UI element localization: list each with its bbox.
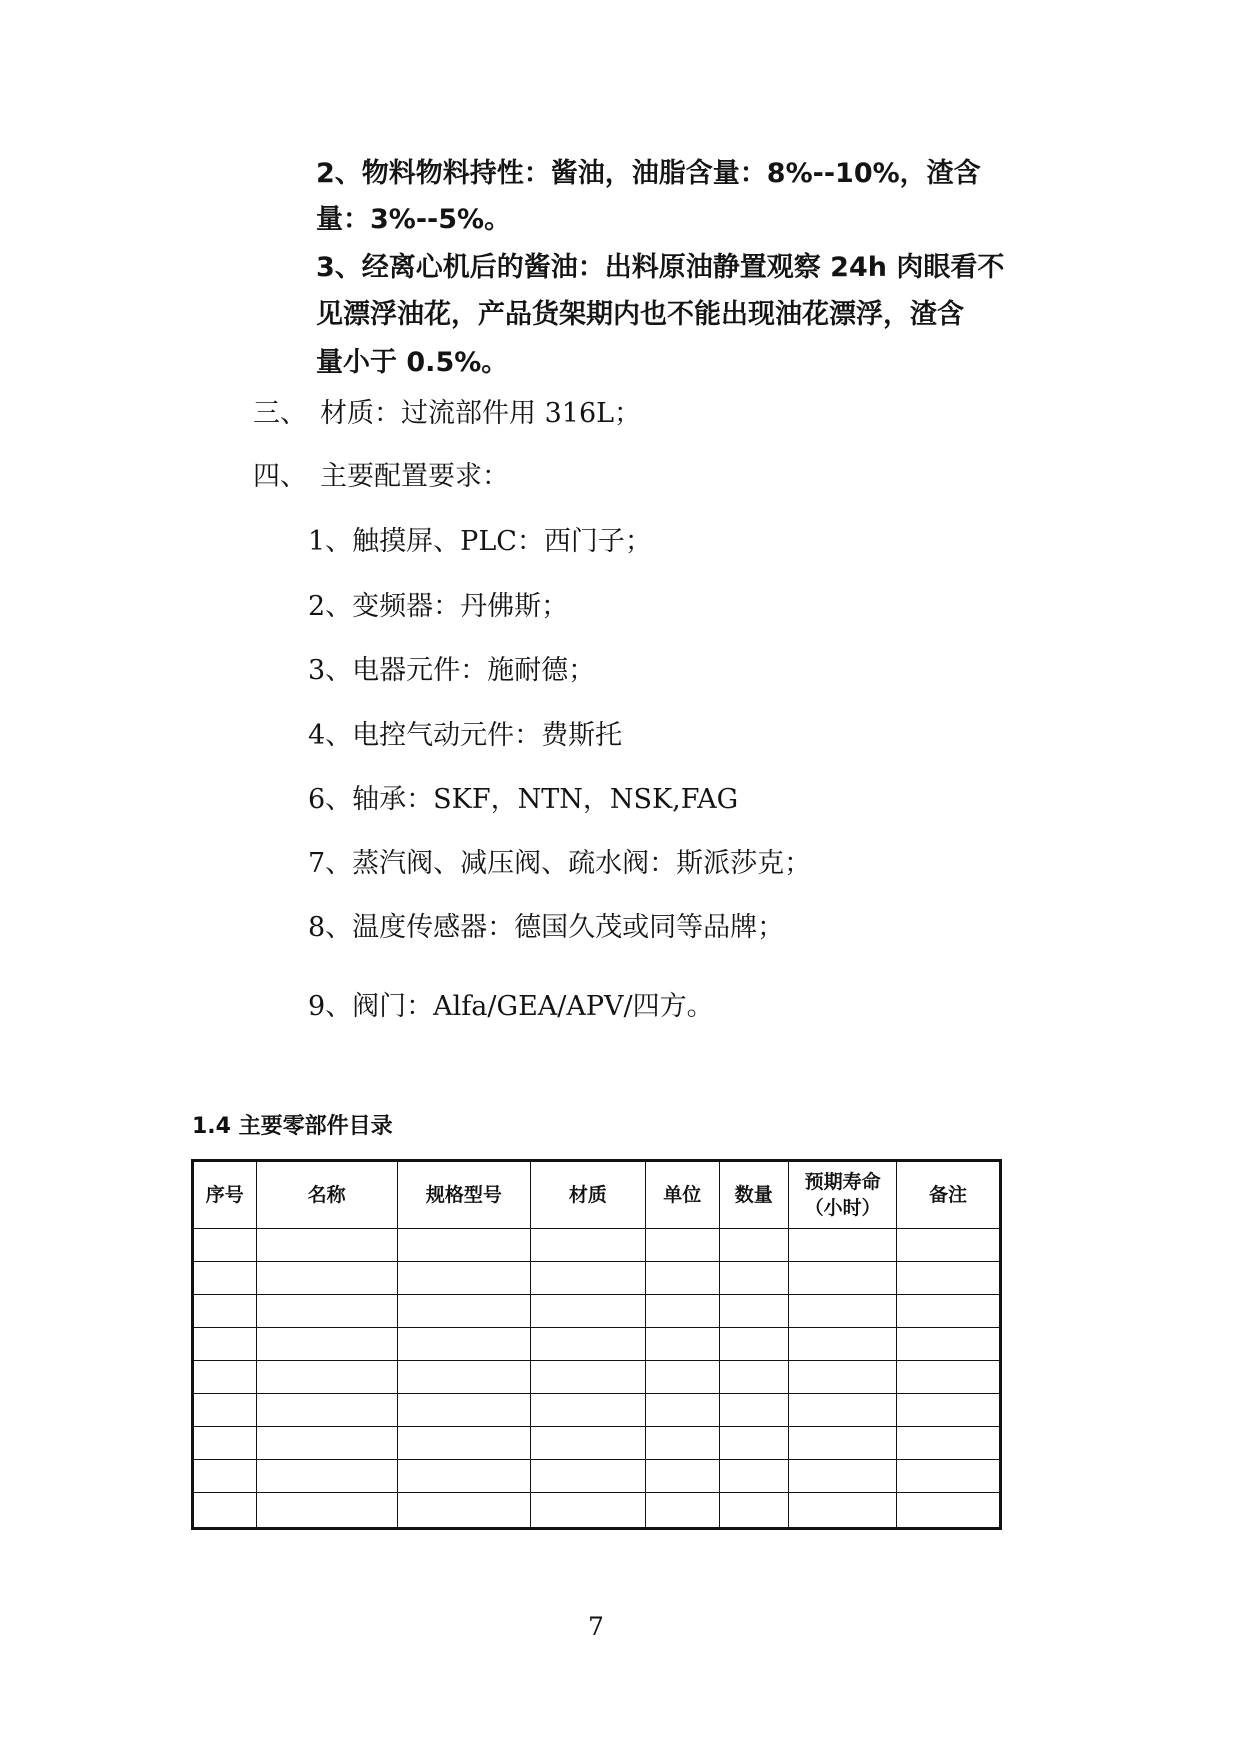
table-cell: [719, 1361, 789, 1394]
config-item: 8、温度传感器：德国久茂或同等品牌；: [308, 912, 785, 943]
page-number: 7: [588, 1612, 604, 1641]
table-cell: [789, 1460, 897, 1493]
config-item: 2、变频器：丹佛斯；: [308, 591, 569, 622]
table-cell: [256, 1262, 397, 1295]
header-expected-life-line1: 预期寿命: [804, 1171, 881, 1193]
table-cell: [645, 1328, 719, 1361]
header-quantity: 数量: [719, 1161, 789, 1229]
section4-heading: 主要配置要求：: [320, 461, 509, 492]
table-cell: [789, 1328, 897, 1361]
table-cell: [789, 1229, 897, 1262]
table-cell: [193, 1361, 257, 1394]
table-cell: [397, 1427, 530, 1460]
table-cell: [897, 1493, 1001, 1529]
table-row: [193, 1493, 1001, 1529]
table-cell: [193, 1262, 257, 1295]
section4-number: 四、: [253, 461, 307, 492]
table-row: [193, 1427, 1001, 1460]
table-cell: [897, 1328, 1001, 1361]
config-item: 4、电控气动元件：费斯托: [308, 720, 623, 751]
table-cell: [256, 1361, 397, 1394]
table-cell: [530, 1493, 645, 1529]
table-cell: [789, 1427, 897, 1460]
table-cell: [530, 1427, 645, 1460]
table-row: [193, 1262, 1001, 1295]
section3-text: 材质：过流部件用 316L；: [320, 398, 642, 429]
table-cell: [789, 1493, 897, 1529]
table-cell: [397, 1493, 530, 1529]
table-cell: [530, 1262, 645, 1295]
table-cell: [256, 1394, 397, 1427]
table-cell: [645, 1361, 719, 1394]
table-cell: [645, 1295, 719, 1328]
table-cell: [530, 1295, 645, 1328]
table-cell: [719, 1262, 789, 1295]
table-cell: [897, 1262, 1001, 1295]
table-row: [193, 1295, 1001, 1328]
requirement-item2-line1: 2、物料物料持性：酱油，油脂含量：8%--10%，渣含: [316, 158, 981, 189]
config-item: 6、轴承：SKF，NTN，NSK,FAG: [308, 784, 739, 815]
table-cell: [397, 1262, 530, 1295]
table-cell: [256, 1295, 397, 1328]
table-cell: [530, 1229, 645, 1262]
table-row: [193, 1229, 1001, 1262]
header-unit: 单位: [645, 1161, 719, 1229]
table-cell: [397, 1361, 530, 1394]
table-cell: [193, 1328, 257, 1361]
table-cell: [193, 1229, 257, 1262]
table-cell: [397, 1295, 530, 1328]
parts-section-title: 1.4 主要零部件目录: [192, 1114, 393, 1139]
table-cell: [789, 1262, 897, 1295]
header-material: 材质: [530, 1161, 645, 1229]
table-cell: [193, 1295, 257, 1328]
config-item: 1、触摸屏、PLC：西门子；: [308, 526, 652, 557]
table-row: [193, 1460, 1001, 1493]
table-cell: [645, 1262, 719, 1295]
table-cell: [193, 1427, 257, 1460]
requirement-item3-line3: 量小于 0.5%。: [316, 347, 509, 378]
header-remarks: 备注: [897, 1161, 1001, 1229]
table-row: [193, 1394, 1001, 1427]
header-index: 序号: [193, 1161, 257, 1229]
table-cell: [645, 1493, 719, 1529]
table-cell: [530, 1394, 645, 1427]
config-item: 9、阀门：Alfa/GEA/APV/四方。: [308, 991, 714, 1022]
table-cell: [645, 1427, 719, 1460]
table-cell: [645, 1394, 719, 1427]
table-cell: [397, 1229, 530, 1262]
table-cell: [719, 1295, 789, 1328]
table-cell: [897, 1427, 1001, 1460]
table-cell: [530, 1460, 645, 1493]
table-cell: [789, 1394, 897, 1427]
table-cell: [397, 1328, 530, 1361]
table-cell: [719, 1394, 789, 1427]
table-cell: [397, 1460, 530, 1493]
table-cell: [256, 1427, 397, 1460]
config-item: 3、电器元件：施耐德；: [308, 655, 596, 686]
table-row: [193, 1361, 1001, 1394]
requirement-item2-line2: 量：3%--5%。: [316, 204, 512, 235]
table-cell: [897, 1361, 1001, 1394]
table-cell: [193, 1493, 257, 1529]
table-cell: [193, 1394, 257, 1427]
table-cell: [645, 1460, 719, 1493]
table-cell: [256, 1493, 397, 1529]
table-cell: [397, 1394, 530, 1427]
config-item: 7、蒸汽阀、减压阀、疏水阀：斯派莎克；: [308, 848, 812, 879]
table-cell: [256, 1460, 397, 1493]
table-cell: [193, 1460, 257, 1493]
table-cell: [719, 1427, 789, 1460]
table-cell: [719, 1328, 789, 1361]
header-spec-model: 规格型号: [397, 1161, 530, 1229]
table-cell: [719, 1493, 789, 1529]
table-header-row: [193, 1161, 1001, 1229]
table-cell: [789, 1361, 897, 1394]
requirement-item3-line1: 3、经离心机后的酱油：出料原油静置观察 24h 肉眼看不: [316, 252, 1005, 283]
table-cell: [719, 1229, 789, 1262]
table-cell: [530, 1328, 645, 1361]
table-cell: [719, 1460, 789, 1493]
header-expected-life: [789, 1161, 897, 1229]
table-cell: [530, 1361, 645, 1394]
parts-table: [191, 1159, 1002, 1530]
table-cell: [897, 1295, 1001, 1328]
table-cell: [897, 1394, 1001, 1427]
table-cell: [645, 1229, 719, 1262]
table-cell: [256, 1328, 397, 1361]
table-cell: [897, 1229, 1001, 1262]
table-cell: [256, 1229, 397, 1262]
requirement-item3-line2: 见漂浮油花，产品货架期内也不能出现油花漂浮，渣含: [316, 299, 964, 330]
table-row: [193, 1328, 1001, 1361]
header-expected-life-line2: （小时）: [804, 1197, 881, 1219]
header-name: 名称: [256, 1161, 397, 1229]
table-cell: [789, 1295, 897, 1328]
section3-number: 三、: [253, 398, 307, 429]
table-cell: [897, 1460, 1001, 1493]
